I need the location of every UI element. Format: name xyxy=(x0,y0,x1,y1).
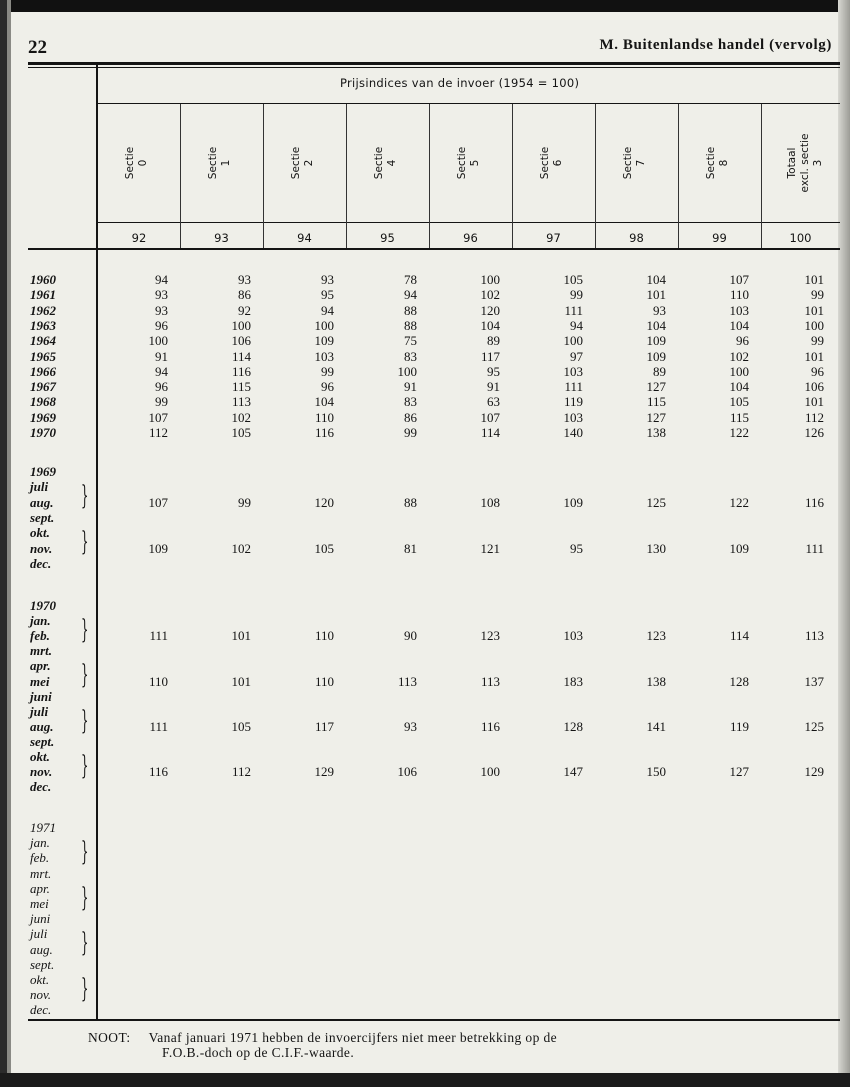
quarter-1969-cell: 130 xyxy=(646,540,666,556)
quarter-1970-cell: 101 xyxy=(231,628,251,644)
column-separator xyxy=(263,104,264,248)
quarter-1970-cell: 110 xyxy=(314,628,334,644)
scan-bottom-border xyxy=(0,1073,850,1087)
month-label: sept. xyxy=(30,733,55,749)
annual-cell: 100 xyxy=(148,333,168,349)
month-label: sept. xyxy=(30,956,55,972)
column-separator xyxy=(429,104,430,248)
quarter-1970-cell: 128 xyxy=(563,718,583,734)
annual-cell: 119 xyxy=(563,394,583,410)
quarter-brace: } xyxy=(81,705,89,736)
row-year-label: 1965 xyxy=(30,348,56,364)
quarter-1970-cell: 113 xyxy=(480,673,500,689)
annual-cell: 92 xyxy=(238,302,251,318)
annual-cell: 83 xyxy=(404,348,417,364)
quarter-1970-cell: 111 xyxy=(149,628,168,644)
quarter-1969-cell: 109 xyxy=(148,540,168,556)
running-head: M. Buitenlandse handel (vervolg) xyxy=(599,37,832,53)
quarter-1970-cell: 119 xyxy=(729,718,749,734)
column-code: 93 xyxy=(214,231,229,245)
annual-cell: 100 xyxy=(804,317,824,333)
month-label: jan. xyxy=(30,613,51,629)
annual-cell: 122 xyxy=(729,425,749,440)
annual-cell: 103 xyxy=(563,363,583,379)
month-label: dec. xyxy=(30,1002,52,1018)
column-header: Sectie 7 xyxy=(621,146,647,180)
column-code: 92 xyxy=(131,231,147,245)
annual-cell: 114 xyxy=(480,425,500,440)
annual-cell: 103 xyxy=(563,409,583,425)
quarter-1970-cell: 110 xyxy=(314,673,334,689)
annual-cell: 95 xyxy=(321,287,334,303)
column-code: 99 xyxy=(712,231,727,245)
annual-cell: 109 xyxy=(314,333,334,349)
quarter-brace: } xyxy=(81,615,89,646)
quarter-1970-cell: 100 xyxy=(480,764,500,780)
title-underline xyxy=(97,103,840,104)
row-year-label: 1962 xyxy=(30,302,56,318)
annual-cell: 91 xyxy=(155,348,168,364)
month-label: nov. xyxy=(30,540,53,556)
row-year-label: 1969 xyxy=(30,409,56,425)
annual-cell: 100 xyxy=(397,363,417,379)
annual-cell: 93 xyxy=(653,302,666,318)
annual-cell: 94 xyxy=(155,272,168,287)
annual-cell: 63 xyxy=(487,394,500,410)
annual-cell: 113 xyxy=(231,394,251,410)
month-label: feb. xyxy=(30,628,50,644)
annual-cell: 140 xyxy=(563,425,583,440)
annual-cell: 107 xyxy=(729,272,749,287)
annual-cell: 109 xyxy=(646,348,666,364)
annual-cell: 93 xyxy=(238,272,251,287)
quarter-1970-cell: 116 xyxy=(480,718,500,734)
annual-cell: 105 xyxy=(231,425,251,440)
column-code: 96 xyxy=(463,231,478,245)
block-year-label: 1969 xyxy=(30,464,56,479)
month-label: nov. xyxy=(30,987,52,1003)
quarter-1970-cell: 101 xyxy=(231,673,251,689)
annual-cell: 100 xyxy=(729,363,749,379)
annual-cell: 116 xyxy=(231,363,251,379)
annual-cell: 96 xyxy=(155,379,168,395)
annual-cell: 93 xyxy=(321,272,334,287)
quarter-1970-cell: 141 xyxy=(646,718,666,734)
annual-cell: 101 xyxy=(646,287,666,303)
footnote-label: NOOT: xyxy=(88,1030,131,1045)
month-label: sept. xyxy=(30,509,55,525)
quarter-1970-cell: 105 xyxy=(231,718,251,734)
annual-cell: 126 xyxy=(804,425,824,440)
annual-cell: 101 xyxy=(804,394,824,410)
annual-cell: 105 xyxy=(729,394,749,410)
quarter-1970-cell: 103 xyxy=(563,628,583,644)
annual-cell: 112 xyxy=(148,425,168,440)
annual-cell: 111 xyxy=(564,302,583,318)
page-number: 22 xyxy=(28,37,47,58)
annual-cell: 103 xyxy=(314,348,334,364)
quarter-1969-cell: 120 xyxy=(314,494,334,510)
header-top-rule-thin xyxy=(28,67,840,68)
column-code: 98 xyxy=(629,231,644,245)
column-header: Sectie 8 xyxy=(704,146,730,180)
annual-cell: 103 xyxy=(729,302,749,318)
annual-cell: 96 xyxy=(321,379,334,395)
annual-cell: 117 xyxy=(480,348,500,364)
annual-cell: 116 xyxy=(314,425,334,440)
block-year-label: 1970 xyxy=(30,598,56,613)
quarter-1970-cell: 90 xyxy=(404,628,417,644)
quarter-1969-cell: 109 xyxy=(729,540,749,556)
month-label: okt. xyxy=(30,525,50,541)
row-year-label: 1966 xyxy=(30,363,56,379)
quarter-1970-cell: 111 xyxy=(149,718,168,734)
quarter-1970-cell: 117 xyxy=(314,718,334,734)
quarter-1970-cell: 150 xyxy=(646,764,666,780)
annual-cell: 88 xyxy=(404,302,417,318)
annual-cell: 115 xyxy=(729,409,749,425)
month-label: aug. xyxy=(30,941,53,957)
column-header: Sectie 1 xyxy=(206,146,232,180)
quarter-1970-cell: 106 xyxy=(397,764,417,780)
column-separator xyxy=(512,104,513,248)
month-label: juli xyxy=(30,703,49,719)
annual-cell: 104 xyxy=(480,317,500,333)
annual-cell: 111 xyxy=(564,379,583,395)
annual-cell: 138 xyxy=(646,425,666,440)
quarter-brace: } xyxy=(81,974,89,1004)
month-label: apr. xyxy=(30,658,51,674)
quarter-1970-cell: 113 xyxy=(397,673,417,689)
column-code: 100 xyxy=(789,231,812,245)
quarter-brace: } xyxy=(81,837,89,868)
annual-cell: 99 xyxy=(811,287,824,303)
column-header: Sectie 5 xyxy=(455,146,481,180)
quarter-1969-cell: 99 xyxy=(238,494,251,510)
row-year-label: 1963 xyxy=(30,317,56,333)
quarter-1970-cell: 116 xyxy=(148,764,168,780)
column-header: Sectie 2 xyxy=(289,146,315,180)
annual-cell: 101 xyxy=(804,272,824,287)
annual-cell: 100 xyxy=(231,317,251,333)
column-separator xyxy=(595,104,596,248)
quarter-1970-cell: 125 xyxy=(804,718,824,734)
annual-cell: 99 xyxy=(404,425,417,440)
header-bottom-rule xyxy=(28,248,840,250)
column-separator xyxy=(180,104,181,248)
scan-binding-edge xyxy=(0,0,7,1087)
quarter-1969-cell: 109 xyxy=(563,494,583,510)
annual-cell: 100 xyxy=(563,333,583,349)
month-label: dec. xyxy=(30,555,52,571)
quarter-1970-cell: 113 xyxy=(804,628,824,644)
quarter-brace: } xyxy=(81,527,89,558)
quarter-1969-cell: 116 xyxy=(804,494,824,510)
quarter-1970-cell: 183 xyxy=(563,673,583,689)
annual-cell: 88 xyxy=(404,317,417,333)
annual-cell: 110 xyxy=(314,409,334,425)
quarter-1970-cell: 114 xyxy=(729,628,749,644)
quarter-1969-cell: 88 xyxy=(404,494,417,510)
quarter-brace: } xyxy=(81,928,89,959)
annual-cell: 105 xyxy=(563,272,583,287)
scan-top-border xyxy=(0,0,850,12)
quarter-brace: } xyxy=(81,751,89,781)
month-label: nov. xyxy=(30,764,53,780)
month-label: dec. xyxy=(30,779,52,795)
annual-cell: 106 xyxy=(231,333,251,349)
block-year-label: 1971 xyxy=(30,820,56,835)
row-year-label: 1968 xyxy=(30,394,56,410)
row-year-label: 1964 xyxy=(30,333,56,349)
annual-cell: 112 xyxy=(804,409,824,425)
quarter-1970-cell: 93 xyxy=(404,718,417,734)
annual-cell: 86 xyxy=(404,409,417,425)
annual-cell: 93 xyxy=(155,302,168,318)
quarter-1970-cell: 123 xyxy=(646,628,666,644)
month-label: okt. xyxy=(30,972,50,987)
quarter-1969-cell: 121 xyxy=(480,540,500,556)
month-label: jan. xyxy=(30,835,50,851)
annual-cell: 99 xyxy=(570,287,583,303)
scan-binding-shadow xyxy=(7,0,11,1087)
annual-cell: 99 xyxy=(155,394,168,410)
annual-cell: 109 xyxy=(646,333,666,349)
footnote xyxy=(88,1030,557,1060)
annual-cell: 83 xyxy=(404,394,417,410)
annual-cell: 102 xyxy=(480,287,500,303)
quarter-brace: } xyxy=(81,481,89,512)
column-header: Sectie 4 xyxy=(372,146,398,180)
quarter-1969-cell: 102 xyxy=(231,540,251,556)
month-label: feb. xyxy=(30,850,50,866)
quarter-1969-cell: 81 xyxy=(404,540,417,556)
quarter-1969-cell: 95 xyxy=(570,540,583,556)
month-label: aug. xyxy=(30,718,54,734)
annual-cell: 91 xyxy=(404,379,417,395)
stub-vertical-rule xyxy=(96,62,98,1020)
annual-cell: 127 xyxy=(646,409,666,425)
annual-cell: 75 xyxy=(404,333,417,349)
annual-cell: 99 xyxy=(811,333,824,349)
annual-cell: 104 xyxy=(314,394,334,410)
column-code: 97 xyxy=(546,231,561,245)
month-label: juli xyxy=(30,479,49,495)
annual-cell: 104 xyxy=(729,379,749,395)
annual-cell: 114 xyxy=(231,348,251,364)
column-header: Sectie 0 xyxy=(124,146,149,180)
codes-top-rule xyxy=(97,222,840,223)
quarter-1969-cell: 122 xyxy=(729,494,749,510)
footnote-line-2: F.O.B.-doch op de C.I.F.-waarde. xyxy=(162,1045,355,1060)
month-label: juni xyxy=(30,911,51,927)
row-year-label: 1960 xyxy=(30,272,56,287)
annual-cell: 99 xyxy=(321,363,334,379)
month-label: juli xyxy=(30,926,48,942)
month-label: mei xyxy=(30,673,50,689)
quarter-1970-cell: 112 xyxy=(231,764,251,780)
annual-cell: 97 xyxy=(570,348,583,364)
column-separator xyxy=(761,104,762,248)
annual-cell: 89 xyxy=(487,333,500,349)
column-code: 94 xyxy=(297,231,312,245)
table-title: Prijsindices van de invoer (1954 = 100) xyxy=(340,76,580,90)
quarter-1970-cell: 129 xyxy=(314,764,334,780)
quarter-1969-cell: 111 xyxy=(805,540,824,556)
quarter-1970-cell: 129 xyxy=(804,764,824,780)
annual-cell: 115 xyxy=(646,394,666,410)
row-year-label: 1970 xyxy=(30,425,56,440)
table-bottom-rule xyxy=(28,1019,840,1021)
column-header: Totaal excl. sectie 3 xyxy=(785,133,824,193)
quarter-1969-cell: 107 xyxy=(148,494,168,510)
quarter-1970-cell: 128 xyxy=(729,673,749,689)
quarter-1970-cell: 137 xyxy=(804,673,824,689)
quarter-1970-cell: 127 xyxy=(729,764,749,780)
annual-cell: 101 xyxy=(804,302,824,318)
annual-cell: 104 xyxy=(729,317,749,333)
annual-cell: 94 xyxy=(155,363,168,379)
month-label: aug. xyxy=(30,494,54,510)
quarter-1970-cell: 147 xyxy=(563,764,583,780)
header-top-rule xyxy=(28,62,840,65)
annual-cell: 107 xyxy=(148,409,168,425)
quarter-brace: } xyxy=(81,882,89,913)
annual-cell: 102 xyxy=(231,409,251,425)
quarter-1970-cell: 123 xyxy=(480,628,500,644)
annual-cell: 106 xyxy=(804,379,824,395)
row-year-label: 1967 xyxy=(30,379,56,395)
annual-cell: 93 xyxy=(155,287,168,303)
row-year-label: 1961 xyxy=(30,287,56,303)
annual-cell: 107 xyxy=(480,409,500,425)
scan-right-edge xyxy=(838,0,850,1087)
annual-cell: 95 xyxy=(487,363,500,379)
annual-cell: 96 xyxy=(736,333,749,349)
annual-cell: 86 xyxy=(238,287,251,303)
column-header: Sectie 6 xyxy=(538,146,564,180)
annual-cell: 94 xyxy=(570,317,583,333)
annual-cell: 94 xyxy=(404,287,417,303)
month-label: mrt. xyxy=(30,643,53,659)
footnote-line-1: Vanaf januari 1971 hebben de invoercijfers niet meer betrekking op de xyxy=(148,1030,558,1045)
annual-cell: 115 xyxy=(231,379,251,395)
quarter-brace: } xyxy=(81,660,89,691)
month-label: mrt. xyxy=(30,865,52,881)
quarter-1969-cell: 125 xyxy=(646,494,666,510)
annual-cell: 127 xyxy=(646,379,666,395)
annual-cell: 100 xyxy=(314,317,334,333)
quarter-1969-cell: 108 xyxy=(480,494,500,510)
annual-cell: 96 xyxy=(811,363,824,379)
column-separator xyxy=(346,104,347,248)
annual-cell: 102 xyxy=(729,348,749,364)
annual-cell: 101 xyxy=(804,348,824,364)
annual-cell: 120 xyxy=(480,302,500,318)
column-code: 95 xyxy=(380,231,395,245)
annual-cell: 104 xyxy=(646,317,666,333)
annual-cell: 104 xyxy=(646,272,666,287)
annual-cell: 91 xyxy=(487,379,500,395)
annual-cell: 89 xyxy=(653,363,666,379)
month-label: okt. xyxy=(30,749,50,764)
annual-cell: 96 xyxy=(155,317,168,333)
quarter-1970-cell: 138 xyxy=(646,673,666,689)
quarter-1970-cell: 110 xyxy=(148,673,168,689)
column-separator xyxy=(678,104,679,248)
month-label: juni xyxy=(30,688,52,704)
annual-cell: 94 xyxy=(321,302,334,318)
quarter-1969-cell: 105 xyxy=(314,540,334,556)
annual-cell: 78 xyxy=(404,272,417,287)
month-label: mei xyxy=(30,896,49,911)
annual-cell: 110 xyxy=(729,287,749,303)
annual-cell: 100 xyxy=(480,272,500,287)
month-label: apr. xyxy=(30,880,50,896)
